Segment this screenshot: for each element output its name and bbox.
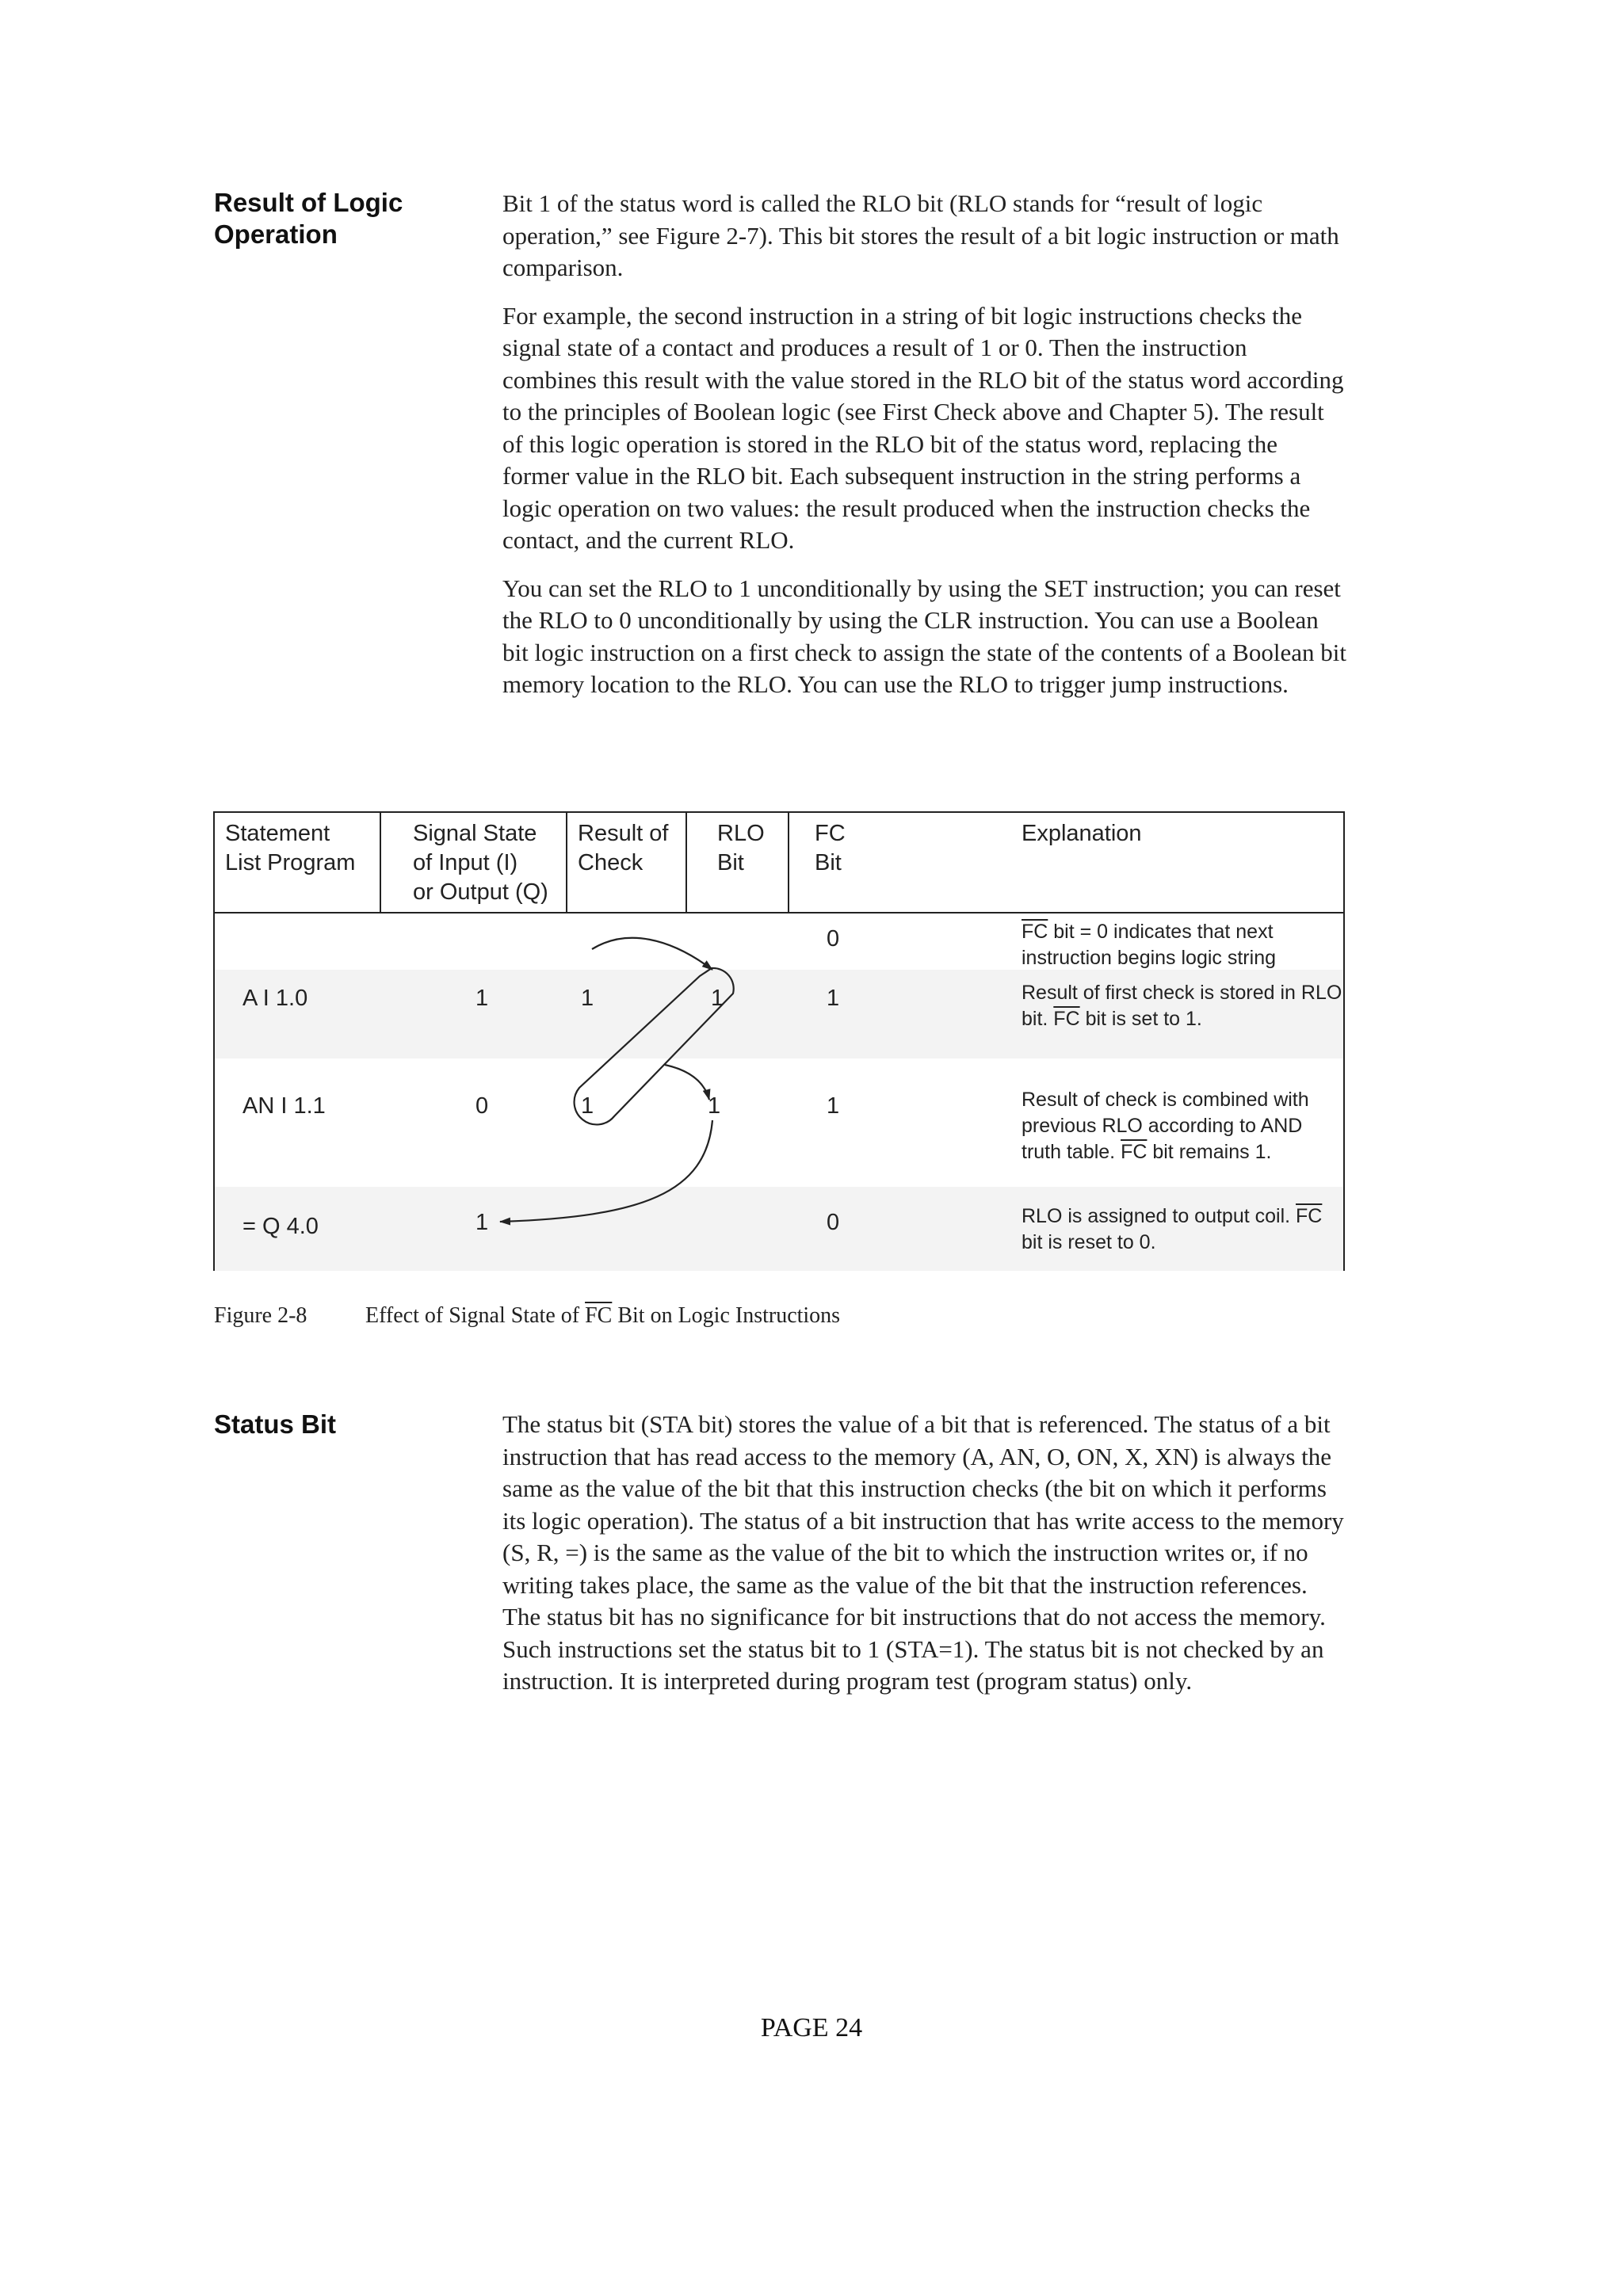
row2-fc: 1 [827, 1093, 840, 1119]
paragraph: Bit 1 of the status word is called the RLO bit (RLO stands for “result of logic operation,” see Figure 2-7). This bit stores the result of a bit logic instruction or math comparison. [502, 189, 1339, 281]
expl-text: Result of check is combined with previous RLO according to AND truth table. [1022, 1089, 1309, 1163]
arrow-combined-to-rlo [665, 1065, 709, 1100]
header-result-of-check: Result of Check [578, 821, 669, 875]
figure-caption-text [365, 1302, 840, 1329]
expl-text: RLO is assigned to output coil. [1022, 1205, 1296, 1227]
row3-signal: 1 [475, 1210, 489, 1235]
header-signal-state: Signal State of Input (I) or Output (Q) [413, 821, 548, 905]
paragraph: You can set the RLO to 1 unconditionally by using the SET instruction; you can reset the RLO to 0 unconditionally by using the CLR instruction. You can use a Boolean bit logic instruction on a first check to assign the state of the contents of a Boolean bit memory location to the RLO. You can use the RLO to trigger jump instructions. [502, 574, 1346, 698]
row1-rlo: 1 [711, 986, 724, 1011]
fc-overline-label: $\overline{FC}$ [1022, 921, 1048, 943]
section-heading-rlo: Result of Logic Operation [214, 188, 403, 249]
row2-check: 1 [581, 1093, 594, 1119]
fc-overline-label: $\overline{FC}$ [585, 1303, 613, 1328]
section-heading-status-bit: Status Bit [214, 1409, 337, 1439]
caption-text: Bit on Logic Instructions [612, 1303, 841, 1328]
expl-text: bit = 0 indicates that next instruction begins logic string [1022, 921, 1276, 969]
logic-flow-arrows [215, 813, 1343, 1269]
row3-explanation [1022, 1203, 1342, 1256]
row2-rlo: 1 [708, 1093, 721, 1119]
paragraph: For example, the second instruction in a string of bit logic instructions checks the signal state of a contact and produces a result of 1 or 0. Then the instruction combines this result with the value stored in the RLO bit of the status word according to the principles of Boolean logic (see First Check above and Chapter 5). The result of this logic operation is stored in the RLO bit of the status word, replacing the former value in the RLO bit. Each subsequent instruction in the string performs a logic operation on two values: the result produced when the instruction checks the contact, and the current RLO. [502, 301, 1344, 554]
expl-text: bit is reset to 0. [1022, 1231, 1156, 1253]
expl-text: Result of first check is stored in RLO bit. [1022, 982, 1342, 1030]
row1-statement: A I 1.0 [242, 986, 308, 1011]
header-statement-list: Statement List Program [225, 821, 356, 875]
row3-statement: = Q 4.0 [242, 1214, 319, 1239]
row2-explanation [1022, 1087, 1342, 1165]
row1-fc: 1 [827, 986, 840, 1011]
status-bit-body-text [502, 1409, 1347, 1714]
header-rlo-bit: RLO Bit [717, 821, 765, 875]
row1-check: 1 [581, 986, 594, 1011]
page-number: PAGE 24 [760, 2013, 863, 2042]
row1-explanation [1022, 980, 1342, 1032]
rlo-body-text [502, 188, 1347, 717]
fc-overline-label: $\overline{FC}$ [1053, 1008, 1080, 1030]
arrow-check-to-rlo [592, 938, 712, 970]
row1-signal: 1 [475, 986, 489, 1011]
figure-caption [214, 1302, 841, 1329]
caption-text: Effect of Signal State of [365, 1303, 586, 1328]
row0-explanation [1022, 919, 1342, 971]
row2-signal: 0 [475, 1093, 489, 1119]
row3-fc: 0 [827, 1210, 840, 1235]
fc-overline-label: $\overline{FC}$ [1296, 1205, 1323, 1227]
expl-text: bit is set to 1. [1079, 1008, 1202, 1030]
figure-number: Figure 2-8 [214, 1303, 307, 1328]
figure-rlo-table [213, 811, 1345, 1271]
fc-overline-label: $\overline{FC}$ [1121, 1141, 1148, 1163]
arrow-rlo-to-output [500, 1120, 712, 1222]
row0-fc: 0 [827, 926, 840, 952]
header-fc-bit: FC Bit [815, 821, 846, 875]
row2-statement: AN I 1.1 [242, 1093, 326, 1119]
paragraph: The status bit (STA bit) stores the value of a bit that is referenced. The status of a bit instruction that has read access to the memory (A, AN, O, ON, X, XN) is always the same as the value of the bit that this instruction checks (the bit on which it performs its logic operation). The status of a bit instruction that has write access to the memory (S, R, =) is the same as the value of the bit to which the instruction writes or, if no writing takes place, the same as the value of the bit that the instruction references. The status bit has no significance for bit instructions that do not access the memory. Such instructions set the status bit to 1 (STA=1). The status bit is not checked by an instruction. It is interpreted during program test (program status) only. [502, 1410, 1344, 1695]
expl-text: bit remains 1. [1147, 1141, 1272, 1163]
header-explanation: Explanation [1022, 821, 1142, 846]
